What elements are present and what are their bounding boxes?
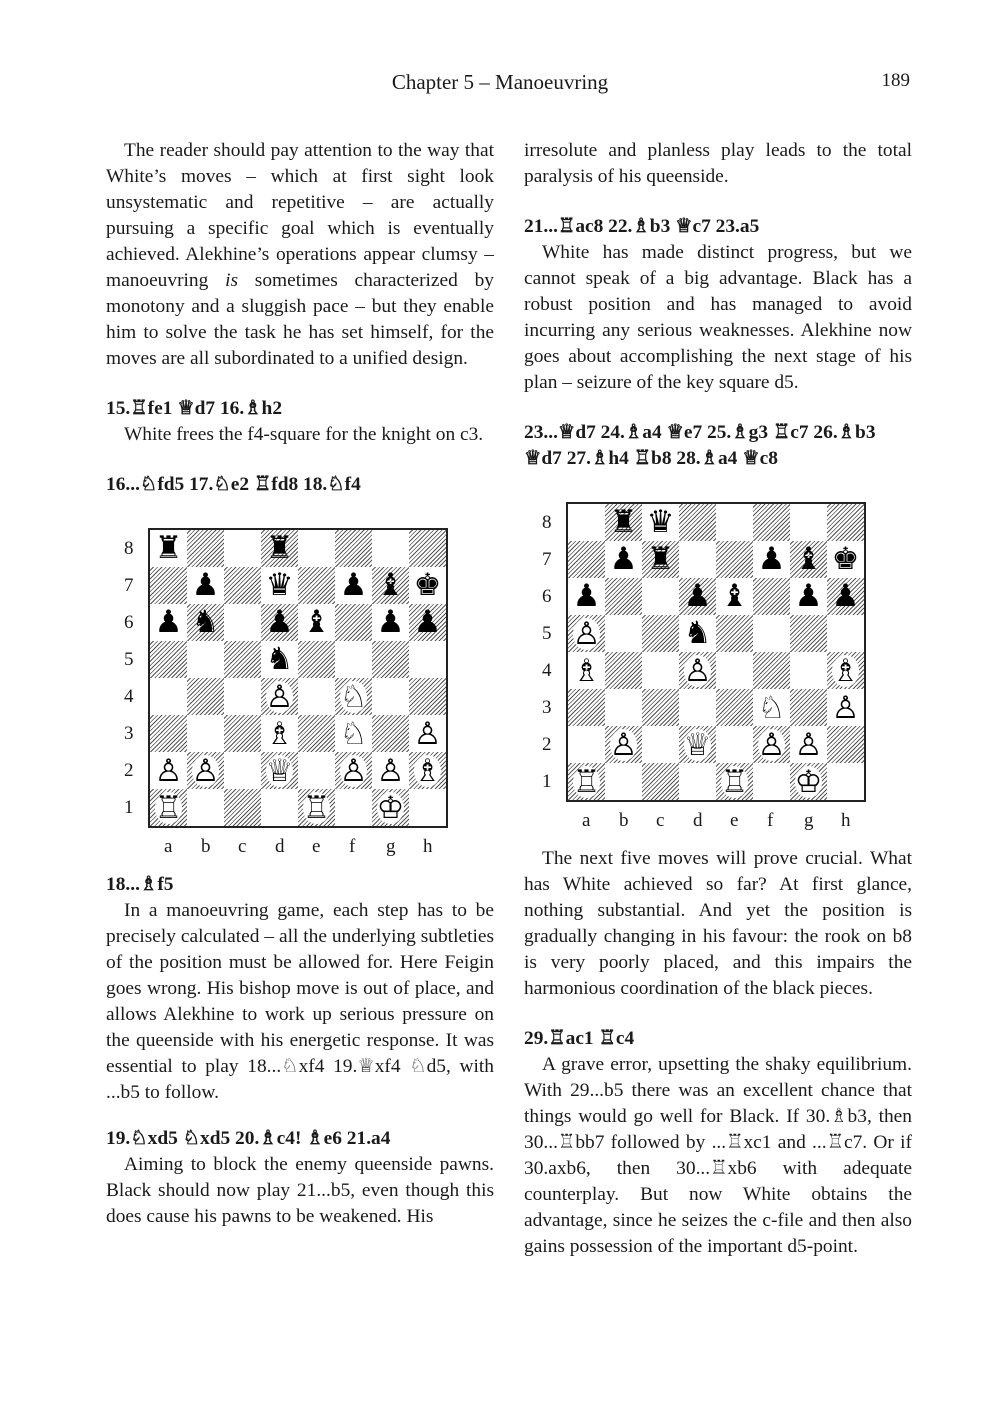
square-g8 — [372, 530, 409, 567]
white-bishop-icon: ♗ — [572, 652, 601, 689]
square-e6 — [716, 578, 753, 615]
square-h1 — [827, 763, 864, 800]
square-b7 — [187, 567, 224, 604]
left-column — [106, 138, 494, 1230]
square-d3 — [679, 689, 716, 726]
square-b1 — [187, 789, 224, 826]
square-d7 — [261, 567, 298, 604]
move-heading: 18...♗f5 — [106, 874, 174, 895]
square-d5 — [679, 615, 716, 652]
square-c3 — [642, 689, 679, 726]
square-g3 — [790, 689, 827, 726]
square-e4 — [298, 678, 335, 715]
square-e2 — [716, 726, 753, 763]
black-knight-icon: ♞ — [683, 615, 712, 651]
black-bishop-icon: ♝ — [794, 541, 823, 577]
black-pawn-icon: ♟ — [794, 578, 823, 614]
square-g2 — [790, 726, 827, 763]
square-a5 — [150, 641, 187, 678]
white-bishop-icon: ♗ — [265, 715, 294, 752]
white-rook-icon: ♖ — [302, 789, 331, 826]
square-d7 — [679, 541, 716, 578]
square-a8 — [568, 504, 605, 541]
square-b2 — [605, 726, 642, 763]
rank-label: 3 — [124, 723, 134, 744]
rank-label: 2 — [124, 760, 134, 781]
square-b4 — [187, 678, 224, 715]
square-c4 — [224, 678, 261, 715]
white-rook-icon: ♖ — [720, 763, 749, 800]
square-g1 — [372, 789, 409, 826]
square-f8 — [335, 530, 372, 567]
rank-label: 5 — [124, 649, 134, 670]
file-label: e — [730, 810, 739, 831]
square-c2 — [224, 752, 261, 789]
square-g6 — [790, 578, 827, 615]
square-b5 — [605, 615, 642, 652]
chess-board — [566, 502, 866, 802]
square-f7 — [335, 567, 372, 604]
move-heading: 29.♖ac1 ♖c4 — [524, 1028, 635, 1049]
square-b6 — [605, 578, 642, 615]
square-b8 — [187, 530, 224, 567]
rank-label: 1 — [542, 771, 552, 792]
black-pawn-icon: ♟ — [609, 541, 638, 577]
square-h3 — [409, 715, 446, 752]
rank-label: 7 — [124, 575, 134, 596]
file-label: h — [423, 836, 433, 857]
square-f7 — [753, 541, 790, 578]
file-label: a — [164, 836, 173, 857]
square-e1 — [298, 789, 335, 826]
square-h4 — [827, 652, 864, 689]
white-queen-icon: ♕ — [265, 752, 294, 789]
square-c6 — [224, 604, 261, 641]
square-d2 — [679, 726, 716, 763]
square-h7 — [409, 567, 446, 604]
file-label: f — [349, 836, 356, 857]
square-c5 — [224, 641, 261, 678]
move-heading: 19.♘xd5 ♘xd5 20.♗c4! ♗e6 21.a4 — [106, 1128, 391, 1149]
square-b8 — [605, 504, 642, 541]
white-rook-icon: ♖ — [572, 763, 601, 800]
square-d5 — [261, 641, 298, 678]
square-b2 — [187, 752, 224, 789]
square-f5 — [335, 641, 372, 678]
black-bishop-icon: ♝ — [302, 604, 331, 640]
black-pawn-icon: ♟ — [265, 604, 294, 640]
white-pawn-icon: ♙ — [154, 752, 183, 789]
square-f3 — [335, 715, 372, 752]
square-f4 — [335, 678, 372, 715]
paragraph: The next five moves will prove crucial. What has White achieved so far? At first glance, nothing substantial. And yet the position is gradually changing in his favour: the rook on b8 is very poorly placed, and this impairs the harmonious coordination of the black pieces. — [524, 848, 912, 999]
square-a3 — [150, 715, 187, 752]
square-a2 — [150, 752, 187, 789]
square-h6 — [409, 604, 446, 641]
white-pawn-icon: ♙ — [376, 752, 405, 789]
move-heading: 23...♕d7 24.♗a4 ♕e7 25.♗g3 ♖c7 26.♗b3 ♕d7 27.♗h4 ♖b8 28.♗a4 ♕c8 — [524, 422, 876, 469]
white-knight-icon: ♘ — [339, 715, 368, 752]
square-b3 — [187, 715, 224, 752]
rank-label: 5 — [542, 623, 552, 644]
black-queen-icon: ♛ — [646, 504, 675, 540]
square-h5 — [409, 641, 446, 678]
rank-label: 7 — [542, 549, 552, 570]
black-king-icon: ♚ — [831, 541, 860, 577]
square-d1 — [679, 763, 716, 800]
square-g4 — [790, 652, 827, 689]
square-c7 — [224, 567, 261, 604]
black-pawn-icon: ♟ — [831, 578, 860, 614]
square-f3 — [753, 689, 790, 726]
chess-diagram-2 — [524, 472, 912, 846]
white-pawn-icon: ♙ — [683, 652, 712, 689]
square-h6 — [827, 578, 864, 615]
square-e8 — [716, 504, 753, 541]
paragraph: White frees the f4-square for the knight on c3. — [124, 424, 484, 445]
white-bishop-icon: ♗ — [831, 652, 860, 689]
rank-label: 8 — [124, 538, 134, 559]
rank-label: 6 — [124, 612, 134, 633]
square-b5 — [187, 641, 224, 678]
square-d6 — [679, 578, 716, 615]
white-king-icon: ♔ — [794, 763, 823, 800]
square-c1 — [224, 789, 261, 826]
square-b3 — [605, 689, 642, 726]
square-g4 — [372, 678, 409, 715]
square-f1 — [753, 763, 790, 800]
square-d8 — [679, 504, 716, 541]
file-label: g — [804, 810, 814, 831]
square-g3 — [372, 715, 409, 752]
square-b7 — [605, 541, 642, 578]
square-a1 — [150, 789, 187, 826]
rank-label: 4 — [542, 660, 552, 681]
square-f2 — [335, 752, 372, 789]
square-h4 — [409, 678, 446, 715]
square-h5 — [827, 615, 864, 652]
square-d2 — [261, 752, 298, 789]
paragraph: irresolute and planless play leads to the total paralysis of his queenside. — [524, 140, 912, 187]
black-pawn-icon: ♟ — [154, 604, 183, 640]
square-d8 — [261, 530, 298, 567]
square-a8 — [150, 530, 187, 567]
move-heading: 21...♖ac8 22.♗b3 ♕c7 23.a5 — [524, 216, 760, 237]
file-label: e — [312, 836, 321, 857]
white-pawn-icon: ♙ — [339, 752, 368, 789]
white-rook-icon: ♖ — [154, 789, 183, 826]
square-g5 — [790, 615, 827, 652]
square-f6 — [335, 604, 372, 641]
paragraph: The reader should pay attention to the way that White’s moves – which at first sight look unsystematic and repetitive – are actually pursuing a specific goal which is eventually achieved. Alekhine’s operations appear clumsy – manoeuvring is sometimes characterized by monotony and a sluggish pace – but they enable him to solve the task he has set himself, for the moves are all subordinated to a unified design. — [106, 140, 494, 369]
rank-label: 6 — [542, 586, 552, 607]
black-bishop-icon: ♝ — [720, 578, 749, 614]
paragraph: In a manoeuvring game, each step has to be precisely calculated – all the underlying subtleties of the position must be allowed for. Here Feigin goes wrong. His bishop move is out of place, and allows Alekhine to work up serious pressure on the queenside with his energetic response. It was essential to play 18...♘xf4 19.♕xf4 ♘d5, with ...b5 to follow. — [106, 900, 494, 1103]
square-e5 — [716, 615, 753, 652]
square-f6 — [753, 578, 790, 615]
square-a4 — [568, 652, 605, 689]
square-f1 — [335, 789, 372, 826]
square-b6 — [187, 604, 224, 641]
black-queen-icon: ♛ — [265, 567, 294, 603]
square-e2 — [298, 752, 335, 789]
chess-board — [148, 528, 448, 828]
square-h7 — [827, 541, 864, 578]
square-e8 — [298, 530, 335, 567]
square-e3 — [716, 689, 753, 726]
square-d1 — [261, 789, 298, 826]
white-pawn-icon: ♙ — [265, 678, 294, 715]
square-a6 — [150, 604, 187, 641]
square-h8 — [409, 530, 446, 567]
square-f8 — [753, 504, 790, 541]
square-e4 — [716, 652, 753, 689]
black-knight-icon: ♞ — [191, 604, 220, 640]
white-knight-icon: ♘ — [339, 678, 368, 715]
chapter-title: Chapter 5 – Manoeuvring — [391, 70, 609, 94]
white-pawn-icon: ♙ — [609, 726, 638, 763]
paragraph: Aiming to block the enemy queenside pawns. Black should now play 21...b5, even though this does cause his pawns to be weakened. His — [106, 1154, 494, 1227]
rank-label: 3 — [542, 697, 552, 718]
square-c3 — [224, 715, 261, 752]
square-h3 — [827, 689, 864, 726]
black-pawn-icon: ♟ — [683, 578, 712, 614]
square-g5 — [372, 641, 409, 678]
right-column — [524, 138, 912, 1260]
square-d4 — [679, 652, 716, 689]
square-c2 — [642, 726, 679, 763]
square-d3 — [261, 715, 298, 752]
square-c8 — [224, 530, 261, 567]
black-rook-icon: ♜ — [154, 530, 183, 566]
file-label: h — [841, 810, 851, 831]
paragraph: White has made distinct progress, but we cannot speak of a big advantage. Black has a robust position and has managed to avoid incurring any serious weaknesses. Alekhine now goes about accomplishing the next stage of his plan – seizure of the key square d5. — [524, 242, 912, 393]
black-pawn-icon: ♟ — [757, 541, 786, 577]
black-pawn-icon: ♟ — [376, 604, 405, 640]
file-label: g — [386, 836, 396, 857]
square-c7 — [642, 541, 679, 578]
square-e5 — [298, 641, 335, 678]
square-g8 — [790, 504, 827, 541]
black-bishop-icon: ♝ — [376, 567, 405, 603]
white-bishop-icon: ♗ — [413, 752, 442, 789]
square-a4 — [150, 678, 187, 715]
file-label: b — [619, 810, 629, 831]
square-h1 — [409, 789, 446, 826]
black-knight-icon: ♞ — [265, 641, 294, 677]
black-rook-icon: ♜ — [265, 530, 294, 566]
file-label: b — [201, 836, 211, 857]
square-b1 — [605, 763, 642, 800]
rank-label: 8 — [542, 512, 552, 533]
square-c6 — [642, 578, 679, 615]
square-c8 — [642, 504, 679, 541]
white-king-icon: ♔ — [376, 789, 405, 826]
square-e6 — [298, 604, 335, 641]
chess-diagram-1 — [106, 498, 494, 872]
square-h2 — [827, 726, 864, 763]
square-a2 — [568, 726, 605, 763]
rank-label: 4 — [124, 686, 134, 707]
black-rook-icon: ♜ — [646, 541, 675, 577]
white-queen-icon: ♕ — [683, 726, 712, 763]
square-h2 — [409, 752, 446, 789]
square-e7 — [298, 567, 335, 604]
square-f4 — [753, 652, 790, 689]
square-g2 — [372, 752, 409, 789]
square-c5 — [642, 615, 679, 652]
square-d4 — [261, 678, 298, 715]
black-king-icon: ♚ — [413, 567, 442, 603]
black-pawn-icon: ♟ — [191, 567, 220, 603]
square-a7 — [568, 541, 605, 578]
square-g7 — [372, 567, 409, 604]
rank-label: 2 — [542, 734, 552, 755]
black-pawn-icon: ♟ — [572, 578, 601, 614]
square-h8 — [827, 504, 864, 541]
file-label: c — [656, 810, 665, 831]
square-a7 — [150, 567, 187, 604]
square-c4 — [642, 652, 679, 689]
white-pawn-icon: ♙ — [191, 752, 220, 789]
square-a6 — [568, 578, 605, 615]
square-f2 — [753, 726, 790, 763]
white-pawn-icon: ♙ — [572, 615, 601, 652]
square-a5 — [568, 615, 605, 652]
white-pawn-icon: ♙ — [413, 715, 442, 752]
square-g1 — [790, 763, 827, 800]
move-heading: 16...♘fd5 17.♘e2 ♖fd8 18.♘f4 — [106, 474, 361, 495]
move-heading: 15.♖fe1 ♕d7 16.♗h2 — [106, 398, 283, 419]
square-g6 — [372, 604, 409, 641]
black-pawn-icon: ♟ — [339, 567, 368, 603]
square-e3 — [298, 715, 335, 752]
square-e7 — [716, 541, 753, 578]
file-label: f — [767, 810, 774, 831]
black-pawn-icon: ♟ — [413, 604, 442, 640]
file-label: d — [693, 810, 703, 831]
square-d6 — [261, 604, 298, 641]
rank-label: 1 — [124, 797, 134, 818]
white-pawn-icon: ♙ — [794, 726, 823, 763]
square-c1 — [642, 763, 679, 800]
square-b4 — [605, 652, 642, 689]
square-a1 — [568, 763, 605, 800]
file-label: c — [238, 836, 247, 857]
paragraph: A grave error, upsetting the shaky equilibrium. With 29...b5 there was an excellent chance that things would go well for Black. If 30.♗b3, then 30...♖bb7 followed by ...♖xc1 and ...♖c7. Or if 30.axb6, then 30...♖xb6 with adequate counterplay. But now White obtains the advantage, since he seizes the c-file and then also gains possession of the important d5-point. — [524, 1054, 912, 1257]
square-f5 — [753, 615, 790, 652]
white-pawn-icon: ♙ — [757, 726, 786, 763]
white-pawn-icon: ♙ — [831, 689, 860, 726]
white-knight-icon: ♘ — [757, 689, 786, 726]
black-rook-icon: ♜ — [609, 504, 638, 540]
file-label: a — [582, 810, 591, 831]
page-number: 189 — [881, 70, 910, 91]
square-a3 — [568, 689, 605, 726]
square-e1 — [716, 763, 753, 800]
file-label: d — [275, 836, 285, 857]
square-g7 — [790, 541, 827, 578]
